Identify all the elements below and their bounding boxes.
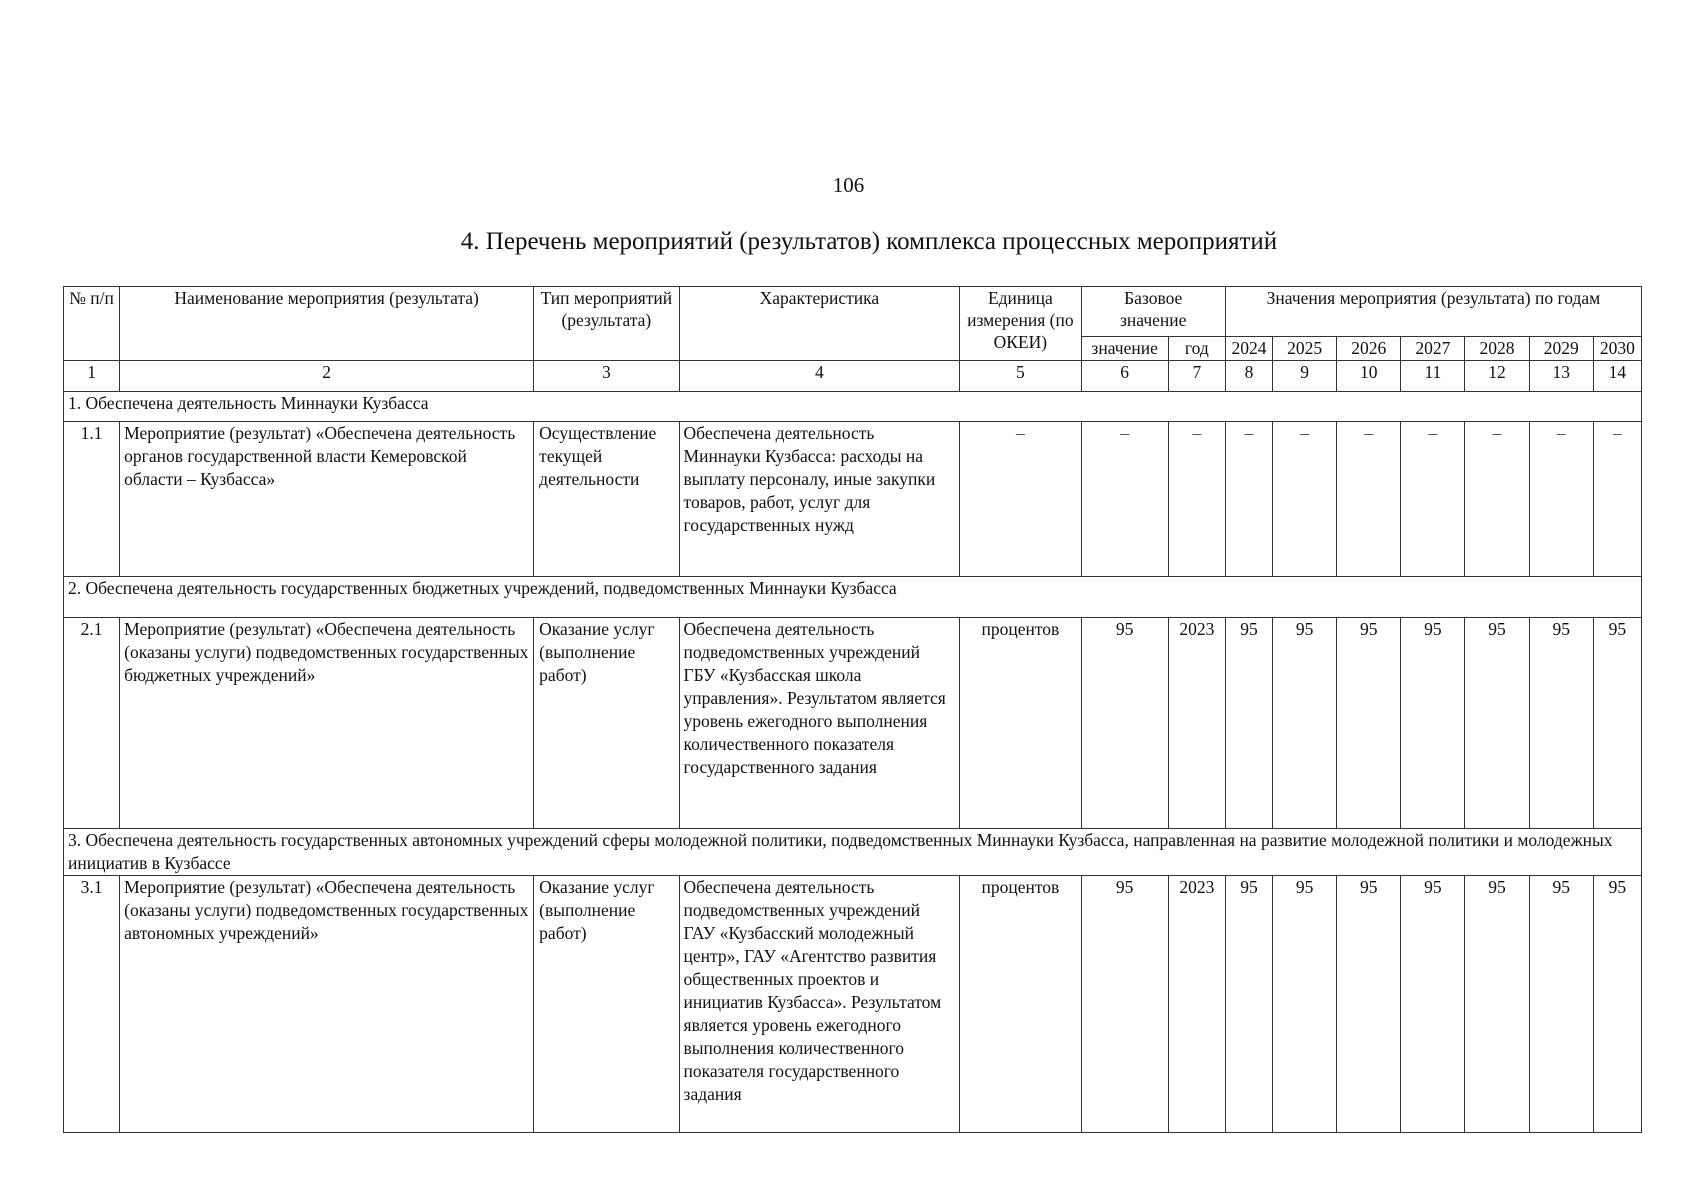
table-row bbox=[64, 876, 1642, 1133]
year-value: – bbox=[1273, 422, 1337, 577]
header-year: 2028 bbox=[1465, 337, 1529, 361]
unit: процентов bbox=[960, 876, 1081, 1133]
table-row bbox=[64, 422, 1642, 577]
column-number: 2 bbox=[120, 361, 534, 392]
header-values-by-year: Значения мероприятия (результата) по годам bbox=[1225, 287, 1641, 337]
unit: – bbox=[960, 422, 1081, 577]
column-number: 11 bbox=[1401, 361, 1465, 392]
measure-name: Мероприятие (результат) «Обеспечена деятельность органов государственной власти Кемеровской области – Кузбасса» bbox=[120, 422, 534, 577]
measure-name: Мероприятие (результат) «Обеспечена деятельность (оказаны услуги) подведомственных государственных автономных учреждений» bbox=[120, 876, 534, 1133]
measure-characteristic: Обеспечена деятельность подведомственных учреждений ГАУ «Кузбасский молодежный центр», ГАУ «Агентство развития общественных проектов и инициатив Кузбасса». Результатом является уровень ежегодного выполнения количественного показателя государственного задания bbox=[679, 876, 960, 1133]
measure-name: Мероприятие (результат) «Обеспечена деятельность (оказаны услуги) подведомственных государственных бюджетных учреждений» bbox=[120, 618, 534, 829]
column-number: 8 bbox=[1225, 361, 1272, 392]
table-row bbox=[64, 618, 1642, 829]
section-header bbox=[64, 829, 1642, 876]
base-year: 2023 bbox=[1168, 618, 1225, 829]
header-base-year: год bbox=[1168, 337, 1225, 361]
header-base-value: значение bbox=[1081, 337, 1168, 361]
header-year: 2030 bbox=[1593, 337, 1641, 361]
year-value: 95 bbox=[1225, 618, 1272, 829]
year-value: 95 bbox=[1273, 876, 1337, 1133]
base-year: – bbox=[1168, 422, 1225, 577]
base-value: – bbox=[1081, 422, 1168, 577]
year-value: – bbox=[1337, 422, 1401, 577]
year-value: 95 bbox=[1401, 876, 1465, 1133]
column-number-row bbox=[64, 361, 1642, 392]
measure-characteristic: Обеспечена деятельность подведомственных учреждений ГБУ «Кузбасская школа управления». Результатом является уровень ежегодного выполнения количественного показателя государственного задания bbox=[679, 618, 960, 829]
measure-type: Осуществление текущей деятельности bbox=[534, 422, 679, 577]
measure-type: Оказание услуг (выполнение работ) bbox=[534, 618, 679, 829]
header-unit: Единица измерения (по ОКЕИ) bbox=[960, 287, 1081, 361]
column-number: 1 bbox=[64, 361, 120, 392]
year-value: 95 bbox=[1465, 876, 1529, 1133]
column-number: 7 bbox=[1168, 361, 1225, 392]
column-number: 12 bbox=[1465, 361, 1529, 392]
year-value: 95 bbox=[1593, 618, 1641, 829]
row-number: 2.1 bbox=[64, 618, 120, 829]
base-value: 95 bbox=[1081, 618, 1168, 829]
section-header bbox=[64, 577, 1642, 618]
header-type: Тип мероприятий (результата) bbox=[534, 287, 679, 361]
header-base: Базовое значение bbox=[1081, 287, 1225, 337]
header-name: Наименование мероприятия (результата) bbox=[120, 287, 534, 361]
unit: процентов bbox=[960, 618, 1081, 829]
section-header bbox=[64, 392, 1642, 422]
row-number: 1.1 bbox=[64, 422, 120, 577]
base-year: 2023 bbox=[1168, 876, 1225, 1133]
header-year: 2026 bbox=[1337, 337, 1401, 361]
year-value: – bbox=[1529, 422, 1593, 577]
column-number: 9 bbox=[1273, 361, 1337, 392]
year-value: 95 bbox=[1529, 618, 1593, 829]
year-value: 95 bbox=[1465, 618, 1529, 829]
year-value: – bbox=[1225, 422, 1272, 577]
section-title: 1. Обеспечена деятельность Миннауки Кузбасса bbox=[64, 392, 1642, 422]
header-year: 2029 bbox=[1529, 337, 1593, 361]
year-value: 95 bbox=[1337, 618, 1401, 829]
header-characteristic: Характеристика bbox=[679, 287, 960, 361]
year-value: 95 bbox=[1529, 876, 1593, 1133]
year-value: – bbox=[1593, 422, 1641, 577]
header-num: № п/п bbox=[64, 287, 120, 361]
column-number: 3 bbox=[534, 361, 679, 392]
row-number: 3.1 bbox=[64, 876, 120, 1133]
measure-type: Оказание услуг (выполнение работ) bbox=[534, 876, 679, 1133]
header-year: 2027 bbox=[1401, 337, 1465, 361]
column-number: 13 bbox=[1529, 361, 1593, 392]
year-value: – bbox=[1401, 422, 1465, 577]
year-value: 95 bbox=[1401, 618, 1465, 829]
section-title: 2. Обеспечена деятельность государственных бюджетных учреждений, подведомственных Миннауки Кузбасса bbox=[64, 577, 1642, 618]
header-year: 2024 bbox=[1225, 337, 1272, 361]
page-number: 106 bbox=[832, 173, 865, 197]
column-number: 5 bbox=[960, 361, 1081, 392]
column-number: 6 bbox=[1081, 361, 1168, 392]
year-value: 95 bbox=[1225, 876, 1272, 1133]
section-title: 3. Обеспечена деятельность государственных автономных учреждений сферы молодежной политики, подведомственных Миннауки Кузбасса, направленная на развитие молодежной политики и молодежных инициатив в Кузбассе bbox=[64, 829, 1642, 876]
header-year: 2025 bbox=[1273, 337, 1337, 361]
base-value: 95 bbox=[1081, 876, 1168, 1133]
column-number: 10 bbox=[1337, 361, 1401, 392]
column-number: 4 bbox=[679, 361, 960, 392]
measure-characteristic: Обеспечена деятельность Миннауки Кузбасса: расходы на выплату персоналу, иные закупки товаров, работ, услуг для государственных нужд bbox=[679, 422, 960, 577]
measures-table bbox=[63, 286, 1642, 1133]
column-number: 14 bbox=[1593, 361, 1641, 392]
document-title: 4. Перечень мероприятий (результатов) комплекса процессных мероприятий bbox=[460, 228, 1278, 255]
year-value: 95 bbox=[1593, 876, 1641, 1133]
year-value: – bbox=[1465, 422, 1529, 577]
year-value: 95 bbox=[1273, 618, 1337, 829]
year-value: 95 bbox=[1337, 876, 1401, 1133]
